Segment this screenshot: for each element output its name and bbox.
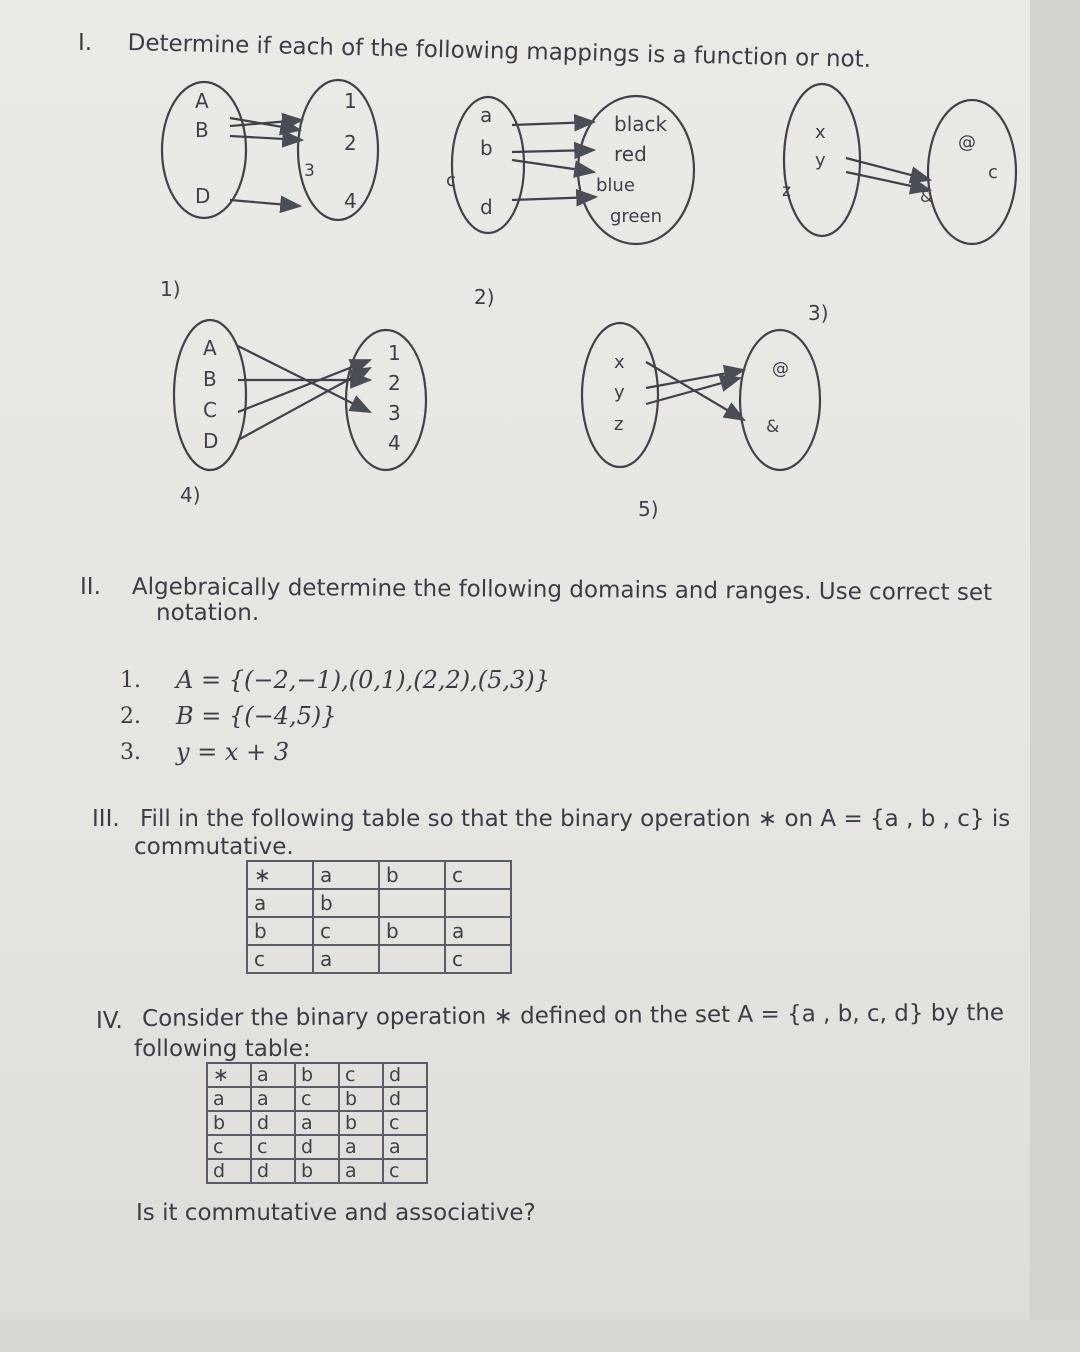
- table-cell: b: [339, 1087, 383, 1111]
- d1-domain-a: A: [195, 89, 209, 113]
- d3-codomain-c: c: [988, 162, 998, 183]
- table-cell: c: [383, 1159, 427, 1183]
- section2-item1-expr: A = {(−2,−1),(0,1),(2,2),(5,3)}: [176, 666, 550, 694]
- table-cell: c: [445, 861, 511, 889]
- d4-codomain-2: 2: [388, 371, 401, 395]
- table-cell: a: [339, 1135, 383, 1159]
- table-cell: c: [313, 917, 379, 945]
- table-cell: a: [445, 917, 511, 945]
- d2-domain-a: a: [480, 103, 493, 127]
- table-cell: d: [207, 1159, 251, 1183]
- section3-title: Fill in the following table so that the binary operation ∗ on A = {a , b , c} is: [140, 806, 1011, 832]
- section2-item2-expr: B = {(−4,5)}: [176, 702, 337, 730]
- section4-title-cont: following table:: [134, 1036, 311, 1062]
- table-cell: b: [295, 1063, 339, 1087]
- table-row: [207, 1111, 427, 1135]
- table-cell: c: [339, 1063, 383, 1087]
- diagram1-arrow-d: [230, 200, 300, 206]
- table-cell: c: [207, 1135, 251, 1159]
- d4-domain-c: C: [203, 398, 217, 422]
- section2-title: Algebraically determine the following domains and ranges. Use correct set: [131, 574, 993, 607]
- d1-codomain-4: 4: [344, 189, 357, 213]
- table-cell: a: [313, 945, 379, 973]
- mapping-diagrams: [0, 0, 1080, 560]
- section3-label: III.: [92, 806, 120, 832]
- table-cell: c: [247, 945, 313, 973]
- d2-domain-b: b: [480, 136, 493, 160]
- table-row: [207, 1087, 427, 1111]
- table-row: [247, 917, 511, 945]
- table-cell: c: [383, 1111, 427, 1135]
- table-cell: a: [295, 1111, 339, 1135]
- table-cell: a: [251, 1087, 295, 1111]
- table-cell: c: [445, 945, 511, 973]
- d3-outside-z: z: [782, 181, 791, 201]
- d1-outside-3: 3: [304, 161, 315, 181]
- diagram2-arrow-a: [512, 122, 594, 125]
- d5-domain-x: x: [614, 352, 625, 373]
- table-cell: c: [295, 1087, 339, 1111]
- table-cell: c: [251, 1135, 295, 1159]
- d5-codomain-amp: &: [766, 417, 780, 437]
- d2-codomain-green: green: [610, 206, 662, 227]
- d2-domain-d: d: [480, 195, 493, 219]
- table-cell: d: [251, 1159, 295, 1183]
- d4-domain-b: B: [203, 367, 217, 391]
- d3-outside-amp: &: [920, 187, 933, 206]
- diagram5-arrow-z: [646, 378, 740, 404]
- section4-label: IV.: [96, 1008, 123, 1034]
- d5-codomain-at: @: [772, 359, 789, 379]
- table-cell: a: [207, 1087, 251, 1111]
- table-cell-blank[interactable]: [379, 889, 445, 917]
- section2-item2-number: 2.: [120, 704, 141, 729]
- table-row: [247, 889, 511, 917]
- d2-outside-c: c: [446, 170, 456, 191]
- table-cell: b: [379, 861, 445, 889]
- table-cell: b: [339, 1111, 383, 1135]
- page-bottom-shadow: [0, 1320, 1080, 1352]
- commutative-table: [246, 860, 512, 974]
- table-cell: b: [207, 1111, 251, 1135]
- d1-number: 1): [160, 277, 181, 301]
- table-row: [207, 1063, 427, 1087]
- table-cell: a: [339, 1159, 383, 1183]
- table-cell: d: [251, 1111, 295, 1135]
- section2-item1-number: 1.: [120, 668, 141, 693]
- section3-title-cont: commutative.: [134, 834, 294, 860]
- table-cell: ∗: [207, 1063, 251, 1087]
- table-cell: b: [379, 917, 445, 945]
- table-cell: a: [251, 1063, 295, 1087]
- table-row: [207, 1135, 427, 1159]
- d2-number: 2): [474, 285, 495, 309]
- table-cell: b: [247, 917, 313, 945]
- d3-domain-y: y: [815, 150, 826, 171]
- section4-question: Is it commutative and associative?: [136, 1200, 536, 1226]
- d1-domain-d: D: [195, 184, 211, 208]
- diagram1-arrow-b: [230, 136, 302, 140]
- table-cell: d: [295, 1135, 339, 1159]
- table-cell: ∗: [247, 861, 313, 889]
- diagram3-codomain-oval: [928, 100, 1016, 244]
- table-cell: d: [383, 1063, 427, 1087]
- d2-codomain-red: red: [614, 142, 647, 166]
- diagram1-codomain-oval: [298, 80, 378, 220]
- d1-domain-b: B: [195, 118, 209, 142]
- table-cell: a: [247, 889, 313, 917]
- section1-label: I.: [78, 30, 93, 56]
- d3-domain-x: x: [815, 122, 826, 143]
- section1-title: Determine if each of the following mappings is a function or not.: [127, 30, 872, 73]
- table-row: [247, 861, 511, 889]
- table-row: [247, 945, 511, 973]
- d4-codomain-1: 1: [388, 341, 401, 365]
- table-cell: a: [383, 1135, 427, 1159]
- section2-item3-number: 3.: [120, 740, 141, 765]
- d4-codomain-4: 4: [388, 431, 401, 455]
- d5-domain-y: y: [614, 382, 625, 403]
- section2-label: II.: [80, 574, 101, 600]
- d1-codomain-1: 1: [344, 89, 357, 113]
- table-cell: d: [383, 1087, 427, 1111]
- table-cell-blank[interactable]: [379, 945, 445, 973]
- d2-codomain-blue: blue: [596, 175, 635, 196]
- d4-domain-a: A: [203, 336, 217, 360]
- table-cell: a: [313, 861, 379, 889]
- section2-item3-expr: y = x + 3: [176, 738, 290, 766]
- d5-number: 5): [638, 497, 659, 521]
- d4-number: 4): [180, 483, 201, 507]
- diagram5-arrow-y: [646, 370, 744, 388]
- d4-domain-d: D: [203, 429, 219, 453]
- table-row: [207, 1159, 427, 1183]
- d5-domain-z: z: [614, 414, 624, 435]
- d3-number: 3): [808, 301, 829, 325]
- section4-title: Consider the binary operation ∗ defined on the set A = {a , b, c, d} by the: [142, 999, 1005, 1032]
- operation-table: [206, 1062, 428, 1184]
- d1-codomain-2: 2: [344, 131, 357, 155]
- section2-title-cont: notation.: [156, 600, 260, 626]
- d4-codomain-3: 3: [388, 401, 401, 425]
- table-cell-blank[interactable]: [445, 889, 511, 917]
- table-cell: b: [295, 1159, 339, 1183]
- diagram5-codomain-oval: [740, 330, 820, 470]
- table-cell: b: [313, 889, 379, 917]
- diagram4-codomain-oval: [346, 330, 426, 470]
- d2-codomain-black: black: [614, 112, 668, 136]
- d3-codomain-at: @: [958, 132, 976, 153]
